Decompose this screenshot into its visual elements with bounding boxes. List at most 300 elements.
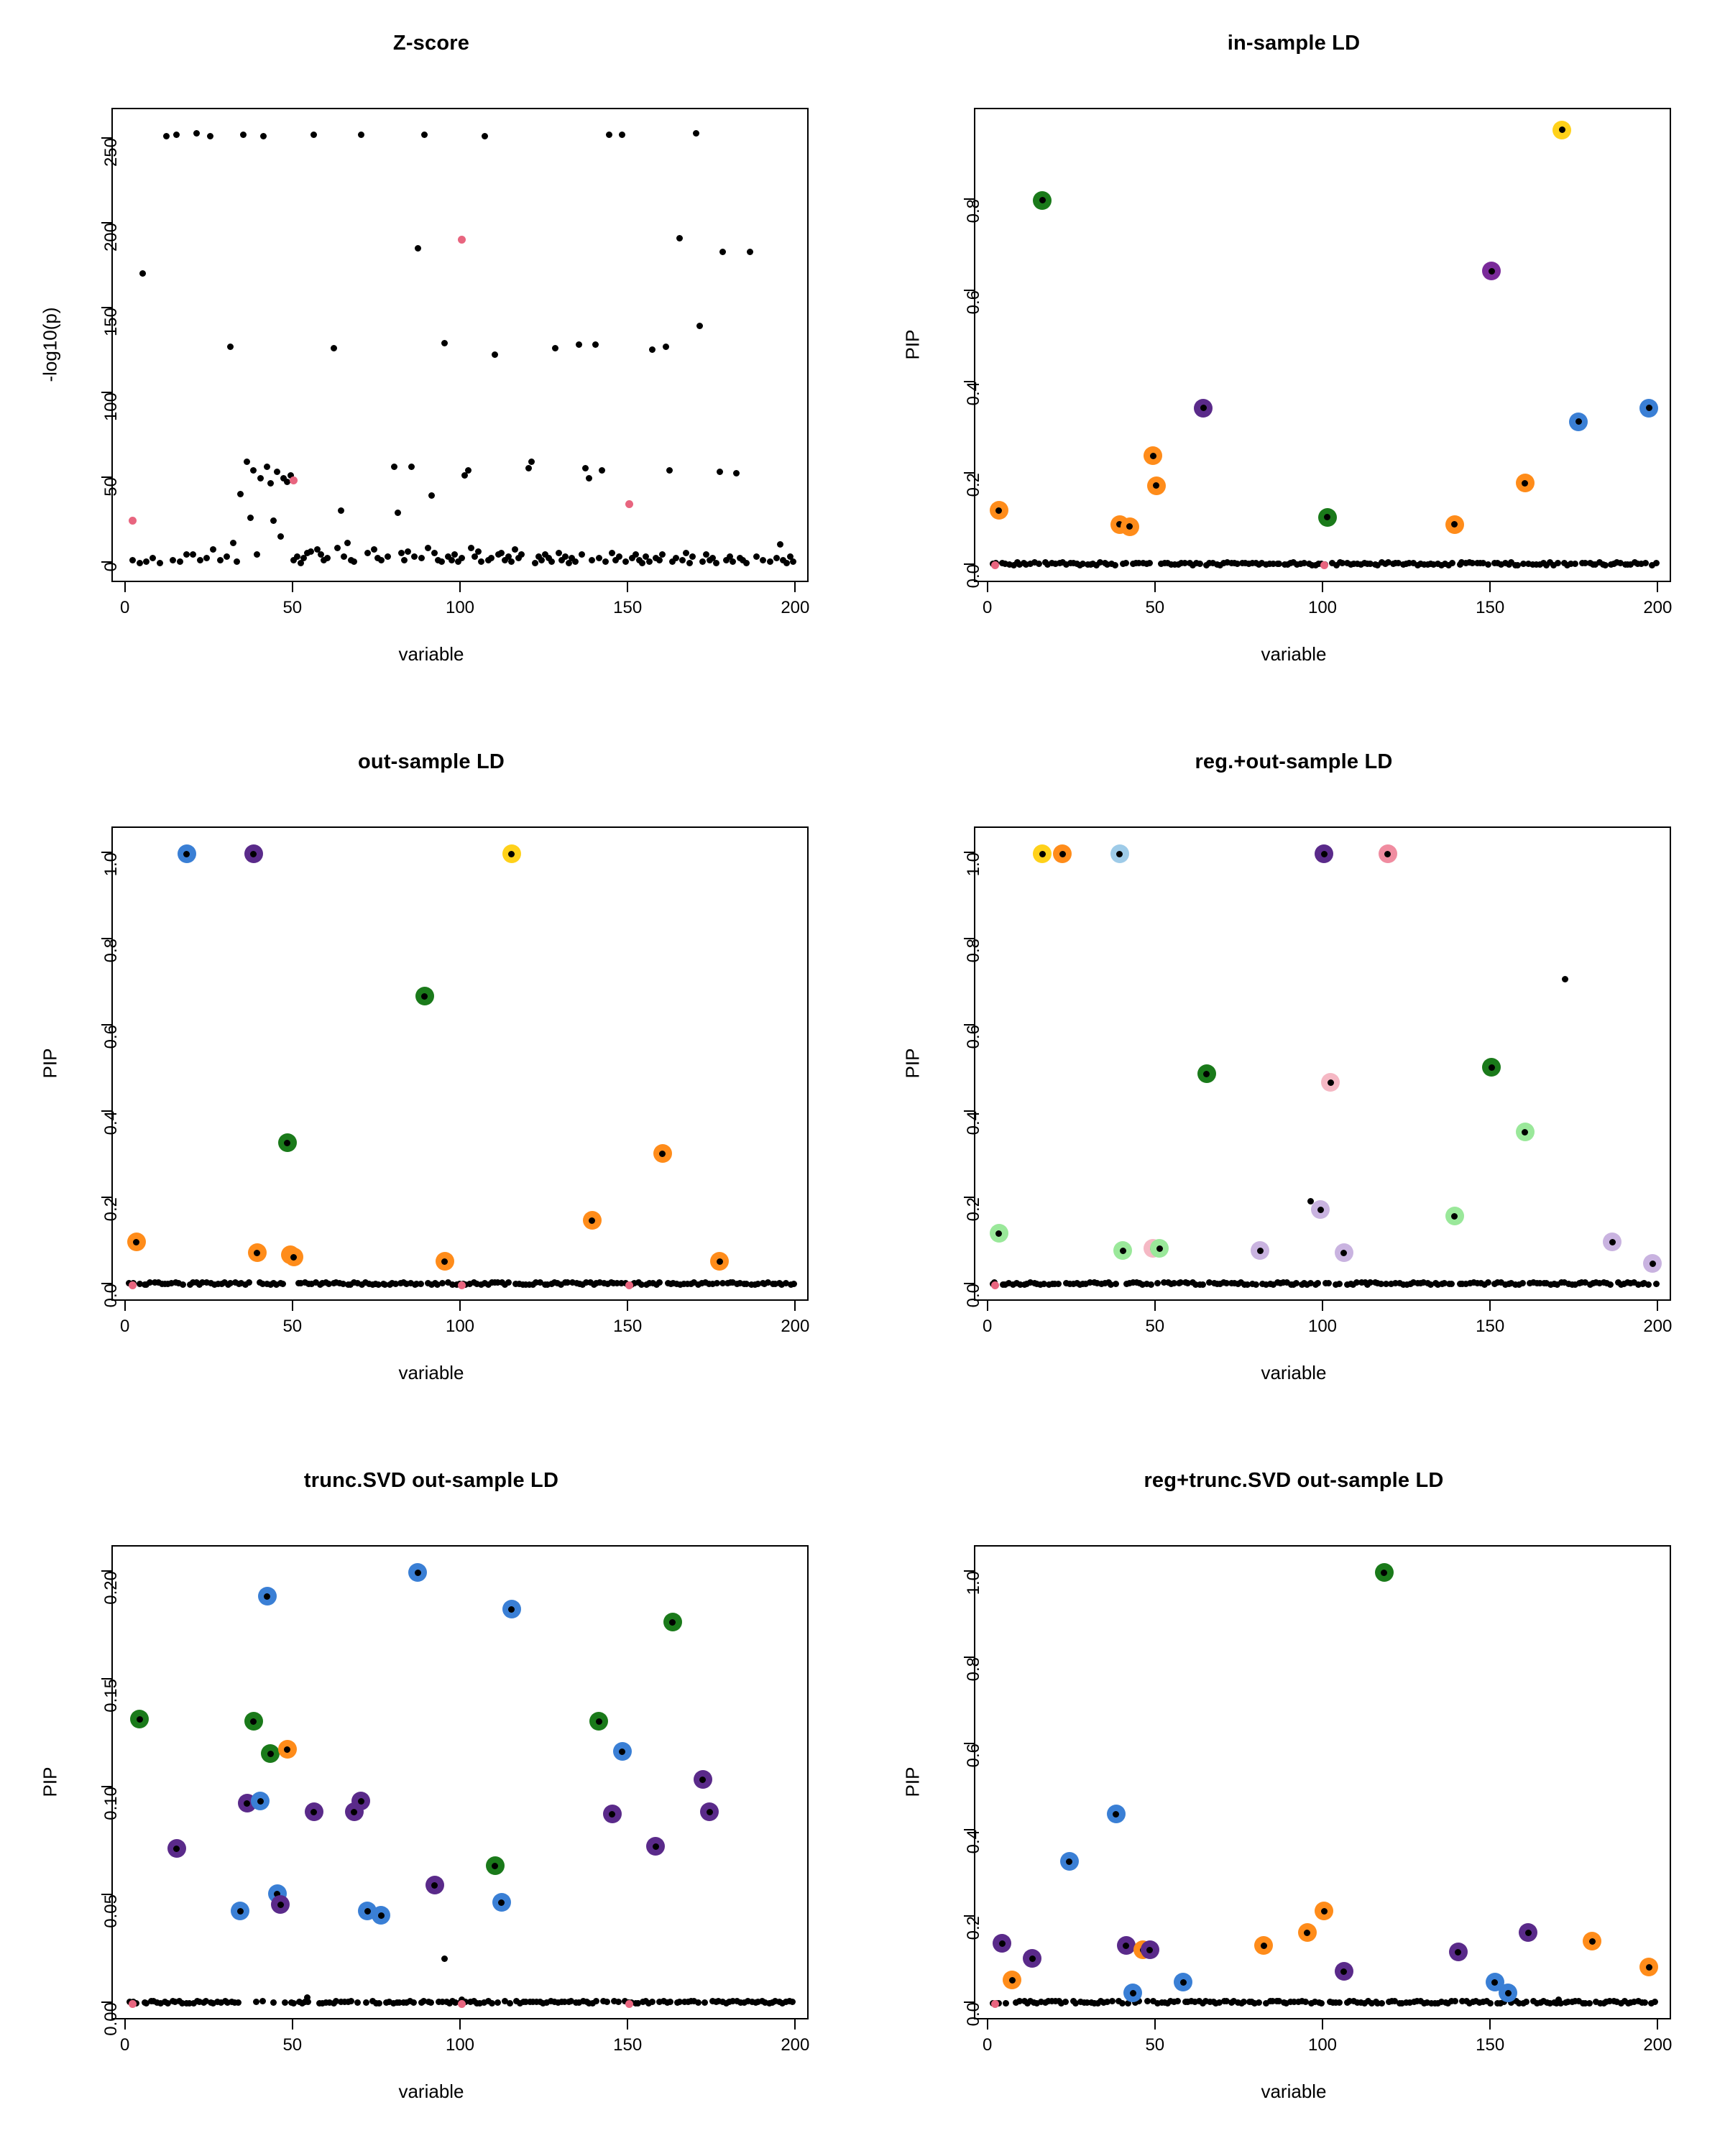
data-point bbox=[693, 130, 699, 137]
x-tick-mark bbox=[627, 582, 628, 592]
x-tick-label: 0 bbox=[119, 2035, 130, 2055]
data-point bbox=[1203, 1071, 1210, 1077]
data-point bbox=[270, 517, 277, 524]
data-point bbox=[1646, 1964, 1652, 1971]
data-point-causal bbox=[1320, 561, 1328, 569]
data-point bbox=[589, 557, 595, 563]
data-point bbox=[653, 1843, 659, 1850]
panel-out-sample-ld bbox=[0, 719, 862, 1437]
data-point bbox=[1555, 1996, 1562, 2003]
data-point bbox=[294, 553, 300, 560]
data-point bbox=[525, 465, 532, 471]
data-point bbox=[270, 1999, 277, 2006]
data-point bbox=[767, 558, 773, 565]
y-axis-label: PIP bbox=[901, 1048, 924, 1079]
data-point bbox=[157, 560, 163, 566]
y-tick-label: 0.8 bbox=[101, 939, 121, 963]
data-point bbox=[224, 553, 230, 560]
data-point bbox=[696, 323, 703, 329]
data-point bbox=[606, 132, 612, 138]
x-tick-label: 150 bbox=[1476, 598, 1505, 617]
data-point bbox=[1336, 1281, 1343, 1287]
data-point bbox=[1059, 851, 1066, 857]
data-point bbox=[1523, 1999, 1530, 2005]
x-tick-mark bbox=[1154, 582, 1156, 592]
data-point bbox=[264, 1593, 270, 1600]
x-tick-mark bbox=[627, 1301, 628, 1311]
data-point bbox=[619, 132, 625, 138]
data-point bbox=[494, 1999, 501, 2006]
data-point bbox=[1317, 1207, 1324, 1213]
data-point bbox=[465, 467, 472, 474]
data-point bbox=[1009, 1977, 1016, 1984]
data-point bbox=[667, 1999, 673, 2005]
data-point bbox=[576, 341, 582, 348]
x-tick-label: 50 bbox=[282, 2035, 303, 2055]
data-point bbox=[304, 1994, 310, 2001]
data-point bbox=[378, 1912, 385, 1919]
data-point bbox=[257, 475, 264, 482]
data-point bbox=[441, 1955, 448, 1962]
data-point bbox=[508, 1606, 515, 1613]
x-tick-mark bbox=[459, 582, 461, 592]
data-point bbox=[702, 1999, 708, 2006]
data-point bbox=[1455, 1949, 1461, 1955]
data-point bbox=[277, 533, 284, 540]
data-point bbox=[1449, 560, 1455, 566]
data-point bbox=[1123, 1943, 1129, 1949]
data-point bbox=[1485, 561, 1491, 568]
data-point-causal bbox=[458, 1281, 466, 1289]
data-point bbox=[1489, 268, 1495, 275]
y-tick-label: 0.8 bbox=[964, 939, 983, 963]
x-tick-mark bbox=[1489, 2019, 1491, 2030]
x-tick-mark bbox=[124, 2019, 126, 2030]
data-point bbox=[1116, 851, 1123, 857]
x-axis-label: variable bbox=[1261, 2081, 1327, 2102]
data-point bbox=[596, 1718, 602, 1725]
data-point bbox=[1257, 1248, 1264, 1254]
data-point bbox=[344, 540, 351, 546]
data-point-causal bbox=[458, 236, 466, 244]
y-tick-label: 0.0 bbox=[964, 2002, 983, 2027]
data-point bbox=[418, 555, 425, 561]
x-tick-label: 200 bbox=[1643, 598, 1673, 617]
y-tick-label: 250 bbox=[101, 138, 121, 167]
data-point bbox=[280, 1281, 286, 1287]
y-tick-label: 0.0 bbox=[964, 563, 983, 588]
data-point bbox=[498, 550, 505, 556]
data-point bbox=[488, 555, 494, 561]
x-tick-label: 0 bbox=[119, 1317, 130, 1336]
data-point bbox=[143, 558, 150, 565]
data-point bbox=[589, 1217, 595, 1224]
x-axis-label: variable bbox=[398, 643, 464, 665]
data-point bbox=[1200, 405, 1207, 411]
data-point bbox=[210, 546, 216, 553]
x-tick-label: 200 bbox=[781, 2035, 810, 2055]
data-point bbox=[1315, 1280, 1321, 1286]
x-tick-label: 100 bbox=[445, 1317, 475, 1336]
data-point bbox=[250, 467, 257, 474]
data-point bbox=[250, 851, 257, 857]
data-point bbox=[405, 548, 411, 555]
data-point bbox=[137, 560, 143, 566]
data-point bbox=[1505, 1990, 1512, 1996]
data-point bbox=[411, 553, 418, 560]
y-tick-label: 0.4 bbox=[964, 1111, 983, 1135]
data-point bbox=[1036, 561, 1042, 567]
data-point bbox=[586, 475, 592, 482]
data-point bbox=[129, 557, 136, 563]
data-point bbox=[401, 557, 408, 563]
y-axis-label: PIP bbox=[39, 1766, 61, 1797]
data-point bbox=[431, 550, 438, 556]
data-point bbox=[1485, 1279, 1491, 1286]
data-point bbox=[354, 1999, 361, 2006]
x-axis-label: variable bbox=[1261, 1362, 1327, 1383]
y-tick-label: 1.0 bbox=[964, 852, 983, 877]
plot-area-trunc-svd-out-sample-ld bbox=[111, 1545, 809, 2019]
y-tick-label: 100 bbox=[101, 392, 121, 422]
x-tick-label: 100 bbox=[445, 598, 475, 617]
data-point bbox=[1328, 1079, 1334, 1086]
y-axis-label: PIP bbox=[39, 1048, 61, 1079]
data-point bbox=[1645, 1281, 1652, 1288]
x-tick-mark bbox=[1154, 1301, 1156, 1311]
data-point bbox=[512, 546, 518, 553]
data-point bbox=[391, 464, 397, 470]
x-tick-label: 100 bbox=[1307, 2035, 1338, 2055]
y-tick-label: 0.2 bbox=[101, 1197, 121, 1222]
y-tick-label: 0.8 bbox=[964, 198, 983, 224]
data-point bbox=[257, 1798, 264, 1805]
data-point bbox=[505, 1279, 512, 1286]
data-point bbox=[1029, 1955, 1036, 1962]
data-point bbox=[532, 560, 538, 566]
data-point bbox=[508, 558, 515, 565]
data-point bbox=[183, 851, 190, 857]
data-point bbox=[676, 235, 683, 241]
data-point bbox=[552, 345, 558, 351]
data-point bbox=[1148, 1281, 1154, 1288]
data-point bbox=[1653, 560, 1660, 566]
data-point bbox=[439, 1280, 446, 1286]
data-point bbox=[438, 558, 445, 565]
data-point bbox=[173, 132, 180, 138]
data-point bbox=[604, 1999, 610, 2005]
data-point bbox=[451, 551, 458, 558]
y-tick-label: 0.6 bbox=[964, 1025, 983, 1049]
data-point bbox=[1180, 1979, 1187, 1986]
data-point bbox=[237, 1908, 244, 1915]
plot-area-zscore bbox=[111, 108, 809, 582]
x-tick-label: 200 bbox=[1643, 2035, 1673, 2055]
y-tick-label: 1.0 bbox=[964, 1571, 983, 1595]
y-tick-label: 50 bbox=[101, 476, 121, 497]
x-tick-mark bbox=[1657, 2019, 1658, 2030]
data-point bbox=[1562, 976, 1568, 982]
data-point bbox=[235, 1999, 242, 2006]
y-axis-label: PIP bbox=[901, 1766, 924, 1797]
data-point bbox=[649, 346, 656, 353]
data-point bbox=[1607, 1281, 1614, 1288]
data-point bbox=[1448, 1281, 1455, 1287]
data-point bbox=[615, 1999, 622, 2005]
x-tick-mark bbox=[1154, 2019, 1156, 2030]
data-point bbox=[217, 557, 224, 563]
data-point bbox=[240, 132, 247, 138]
data-point bbox=[324, 555, 331, 561]
x-tick-mark bbox=[292, 2019, 293, 2030]
data-point bbox=[1487, 2000, 1494, 2007]
data-point bbox=[237, 491, 244, 497]
data-point bbox=[1003, 2000, 1009, 2007]
data-point bbox=[378, 557, 385, 563]
x-tick-label: 200 bbox=[781, 1317, 810, 1336]
data-point bbox=[789, 1999, 796, 2005]
data-point bbox=[528, 459, 535, 465]
data-point bbox=[1650, 1261, 1656, 1267]
data-point bbox=[609, 550, 615, 556]
data-point bbox=[363, 1999, 369, 2006]
x-tick-mark bbox=[292, 1301, 293, 1311]
data-point bbox=[1256, 1999, 1262, 2006]
y-tick-label: 0.6 bbox=[964, 1743, 983, 1768]
data-point bbox=[246, 1279, 252, 1286]
data-point bbox=[310, 1809, 317, 1815]
data-point bbox=[995, 1230, 1002, 1237]
data-point bbox=[284, 1746, 290, 1753]
data-point bbox=[150, 555, 156, 561]
data-point bbox=[277, 1902, 284, 1908]
x-tick-mark bbox=[124, 582, 126, 592]
panel-title-reg-trunc-svd-out-sample-ld: reg+trunc.SVD out-sample LD bbox=[1144, 1469, 1444, 1492]
data-point bbox=[260, 133, 267, 139]
data-point bbox=[1130, 1990, 1136, 1996]
x-tick-label: 150 bbox=[1476, 2035, 1505, 2055]
data-point bbox=[1109, 1998, 1116, 2004]
y-tick-label: 0.0 bbox=[964, 1284, 983, 1308]
data-point bbox=[1572, 561, 1578, 567]
x-tick-mark bbox=[1322, 582, 1323, 592]
data-point bbox=[338, 507, 344, 514]
data-point bbox=[593, 1998, 599, 2004]
x-tick-label: 200 bbox=[781, 598, 810, 617]
data-point bbox=[1055, 1281, 1062, 1287]
y-tick-label: 1.0 bbox=[101, 852, 121, 877]
data-point bbox=[743, 560, 750, 566]
data-point bbox=[669, 1619, 676, 1626]
data-point bbox=[1519, 1280, 1526, 1286]
data-point-causal bbox=[290, 476, 298, 484]
data-point bbox=[572, 558, 579, 565]
data-point bbox=[358, 1798, 364, 1805]
data-point bbox=[599, 467, 605, 474]
data-point-causal bbox=[991, 1281, 999, 1289]
data-point bbox=[646, 558, 653, 565]
data-point bbox=[695, 1999, 702, 2006]
data-point bbox=[421, 993, 428, 1000]
data-point bbox=[683, 550, 689, 556]
x-tick-mark bbox=[794, 1301, 796, 1311]
data-point bbox=[707, 1809, 713, 1815]
data-point-causal bbox=[991, 2000, 999, 2008]
data-point-causal bbox=[129, 517, 137, 525]
data-point bbox=[364, 550, 371, 556]
y-tick-label: 200 bbox=[101, 223, 121, 252]
data-point bbox=[1336, 1999, 1343, 2006]
data-point bbox=[562, 553, 569, 560]
panel-in-sample-ld bbox=[862, 0, 1725, 719]
data-point bbox=[616, 553, 622, 560]
data-point bbox=[1062, 1999, 1069, 2005]
data-point bbox=[163, 133, 170, 139]
plot-area-reg-out-sample-ld bbox=[974, 826, 1671, 1301]
x-tick-label: 0 bbox=[982, 1317, 993, 1336]
data-point bbox=[1491, 1979, 1498, 1986]
data-point bbox=[230, 540, 236, 546]
data-point bbox=[385, 553, 391, 560]
data-point bbox=[1653, 1281, 1660, 1287]
y-tick-label: 150 bbox=[101, 308, 121, 337]
data-point bbox=[717, 1258, 723, 1265]
y-tick-label: 0.20 bbox=[101, 1571, 121, 1605]
x-tick-label: 200 bbox=[1643, 1317, 1673, 1336]
x-tick-label: 50 bbox=[282, 1317, 303, 1336]
data-point bbox=[1174, 1998, 1181, 2004]
data-point bbox=[548, 558, 555, 565]
data-point bbox=[1451, 1213, 1458, 1220]
x-tick-label: 50 bbox=[282, 598, 303, 617]
data-point bbox=[622, 558, 629, 565]
y-tick-label: 0.0 bbox=[101, 1284, 121, 1308]
data-point bbox=[267, 1751, 274, 1757]
data-point bbox=[492, 1863, 498, 1869]
data-point bbox=[170, 557, 176, 563]
data-point bbox=[227, 344, 234, 350]
x-tick-mark bbox=[794, 2019, 796, 2030]
data-point bbox=[253, 1999, 259, 2005]
x-tick-mark bbox=[987, 1301, 988, 1311]
data-point bbox=[428, 492, 435, 499]
data-point bbox=[334, 545, 341, 551]
data-point bbox=[331, 345, 337, 351]
x-tick-mark bbox=[1657, 1301, 1658, 1311]
data-point bbox=[371, 546, 377, 553]
x-tick-mark bbox=[987, 582, 988, 592]
data-point bbox=[259, 1998, 266, 2004]
data-point bbox=[254, 1250, 260, 1256]
data-point bbox=[244, 1800, 250, 1807]
x-tick-mark bbox=[1657, 582, 1658, 592]
x-tick-mark bbox=[987, 2019, 988, 2030]
data-point bbox=[507, 2000, 513, 2007]
x-axis-label: variable bbox=[398, 1362, 464, 1383]
data-point bbox=[190, 551, 196, 558]
data-point bbox=[284, 1140, 290, 1146]
data-point bbox=[408, 464, 415, 470]
panel-title-zscore: Z-score bbox=[392, 32, 470, 55]
data-point bbox=[282, 1999, 288, 2006]
data-point bbox=[1381, 1570, 1387, 1576]
data-point bbox=[1066, 1858, 1072, 1865]
data-point bbox=[1321, 851, 1328, 857]
data-point bbox=[1039, 851, 1046, 857]
data-point bbox=[518, 551, 525, 558]
data-point bbox=[207, 133, 213, 139]
data-point bbox=[478, 558, 484, 565]
data-point bbox=[290, 1254, 297, 1261]
data-point bbox=[137, 1716, 143, 1723]
data-point bbox=[1123, 560, 1129, 566]
y-axis-label: -log10(p) bbox=[39, 307, 61, 382]
data-point bbox=[415, 1570, 421, 1576]
y-tick-label: 0.05 bbox=[101, 1894, 121, 1928]
y-tick-label: 0.4 bbox=[964, 1830, 983, 1854]
x-axis-label: variable bbox=[1261, 643, 1327, 665]
data-point bbox=[582, 465, 589, 471]
data-point bbox=[431, 1882, 438, 1889]
data-point bbox=[421, 132, 428, 138]
data-point bbox=[203, 555, 210, 561]
data-point bbox=[364, 1908, 371, 1915]
data-point bbox=[699, 1777, 706, 1783]
data-point bbox=[1304, 1930, 1310, 1936]
data-point bbox=[656, 1279, 663, 1286]
x-tick-label: 50 bbox=[1145, 2035, 1165, 2055]
x-tick-mark bbox=[1322, 2019, 1323, 2030]
data-point bbox=[1340, 1250, 1347, 1256]
data-point bbox=[482, 133, 488, 139]
y-tick-label: 0.8 bbox=[964, 1657, 983, 1682]
data-point bbox=[308, 548, 314, 555]
data-point bbox=[1559, 126, 1565, 133]
data-point bbox=[579, 551, 585, 558]
plot-area-out-sample-ld bbox=[111, 826, 809, 1301]
panel-title-reg-out-sample-ld: reg.+out-sample LD bbox=[1195, 750, 1393, 773]
data-point bbox=[508, 851, 515, 857]
y-tick-label: 0.00 bbox=[101, 2002, 121, 2036]
data-point-causal bbox=[625, 1281, 633, 1289]
data-point-causal bbox=[129, 1281, 137, 1289]
data-point bbox=[730, 558, 736, 565]
data-point bbox=[441, 340, 448, 346]
x-tick-mark bbox=[1322, 1301, 1323, 1311]
data-point bbox=[410, 1999, 417, 2006]
data-point bbox=[790, 558, 796, 565]
data-point bbox=[250, 1718, 257, 1725]
panel-trunc-svd-out-sample-ld bbox=[0, 1437, 862, 2156]
data-point bbox=[556, 550, 562, 556]
data-point-causal bbox=[458, 2000, 466, 2008]
x-tick-label: 150 bbox=[613, 598, 643, 617]
x-tick-label: 150 bbox=[613, 1317, 643, 1336]
data-point bbox=[1119, 2000, 1126, 2007]
data-point bbox=[1113, 1811, 1119, 1818]
data-point bbox=[1253, 1281, 1259, 1288]
data-point bbox=[602, 558, 609, 565]
data-point bbox=[173, 1846, 180, 1852]
x-tick-mark bbox=[627, 2019, 628, 2030]
data-point bbox=[753, 553, 760, 560]
data-point bbox=[376, 2000, 382, 2007]
data-point bbox=[341, 553, 347, 560]
data-point bbox=[197, 557, 203, 563]
data-point bbox=[686, 560, 693, 566]
data-point bbox=[1586, 2000, 1593, 2007]
data-point bbox=[679, 557, 686, 563]
